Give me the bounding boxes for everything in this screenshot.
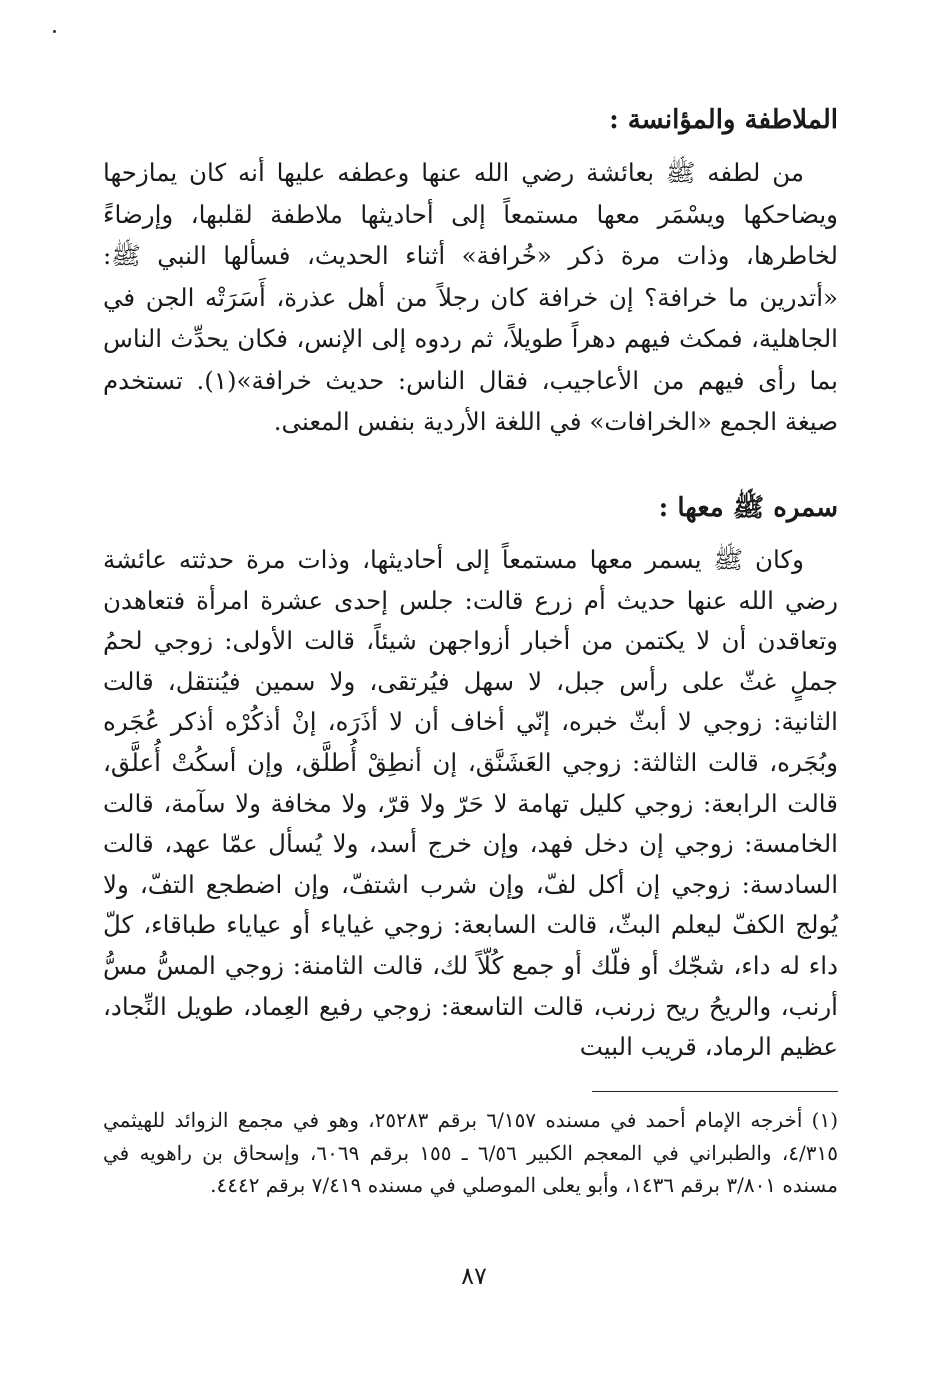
section-heading-mulatafa: الملاطفة والمؤانسة : [609,105,838,135]
scan-speck [53,30,56,33]
footnote-divider [592,1091,838,1092]
paragraph-samar [103,540,838,1068]
paragraph-mulatafa-text: من لطفه ﷺ بعائشة رضي الله عنها وعطفه عليها أنه كان يمازحها ويضاحكها ويسْمَر معها مستمعاً إلى أحاديثها ملاطفة لقلبها، وإرضاءً لخاطرها، وذات مرة ذكر «خُرافة» أثناء الحديث، فسألها النبي ﷺ: «أتدرين ما خرافة؟ إن خرافة كان رجلاً من أهل عذرة، أَسَرَتْه الجن في الجاهلية، فمكث فيهم دهراً طويلاً، ثم ردوه إلى الإنس، فكان يحدِّث الناس بما رأى فيهم من الأعاجيب، فقال الناس: حديث خرافة»(١). تستخدم صيغة الجمع «الخرافات» في اللغة الأردية بنفس المعنى. [103,158,838,436]
page-number: ٨٧ [461,1262,487,1290]
footnote: (١) أخرجه الإمام أحمد في مسنده ٦/١٥٧ برقم ٢٥٢٨٣، وهو في مجمع الزوائد للهيثمي ٤/٣١٥، والطبراني في المعجم الكبير ٦/٥٦ ـ ١٥٥ برقم ٦٠٦٩، وإسحاق بن راهويه في مسنده ٣/٨٠١ برقم ١٤٣٦، وأبو يعلى الموصلي في مسنده ٧/٤١٩ برقم ٤٤٤٢. [103,1108,839,1197]
section-heading-samar: سمره ﷺ معها : [658,493,838,523]
paragraph-samar-text: وكان ﷺ يسمر معها مستمعاً إلى أحاديثها، وذات مرة حدثته عائشة رضي الله عنها حديث أم زرع قالت: جلس إحدى عشرة امرأة فتعاهدن وتعاقدن أن لا يكتمن من أخبار أزواجهن شيئاً، قالت الأولى: زوجي لحمُ جملٍ غثّ على رأس جبل، لا سهل فيُرتقى، ولا سمين فيُنتقل، قالت الثانية: زوجي لا أبثّ خبره، إنّي أخاف أن لا أذَرَه، إنْ أذكُرْه أذكر عُجَره وبُجَره، قالت الثالثة: زوجي العَشَنَّق، إن أنطِقْ أُطلَّق، وإن أسكُتْ أُعلَّق، قالت الرابعة: زوجي كليل تهامة لا حَرّ ولا قرّ، ولا مخافة ولا سآمة، قالت الخامسة: زوجي إن دخل فهد، وإن خرج أسد، ولا يُسأل عمّا عهد، قالت السادسة: زوجي إن أكل لفّ، وإن شرب اشتفّ، وإن اضطجع التفّ، ولا يُولج الكفّ ليعلم البثّ، قالت السابعة: زوجي غياياء أو عياياء طباقاء، كلّ داء له داء، شجّك أو فلّك أو جمع كُلّاً لك، قالت الثامنة: زوجي المسُّ مسُّ أرنب، والريحُ ريح زرنب، قالت التاسعة: زوجي رفيع العِماد، طويل النِّجاد، عظيم الرماد، قريب البيت [103,545,838,1062]
paragraph-mulatafa [103,152,838,443]
